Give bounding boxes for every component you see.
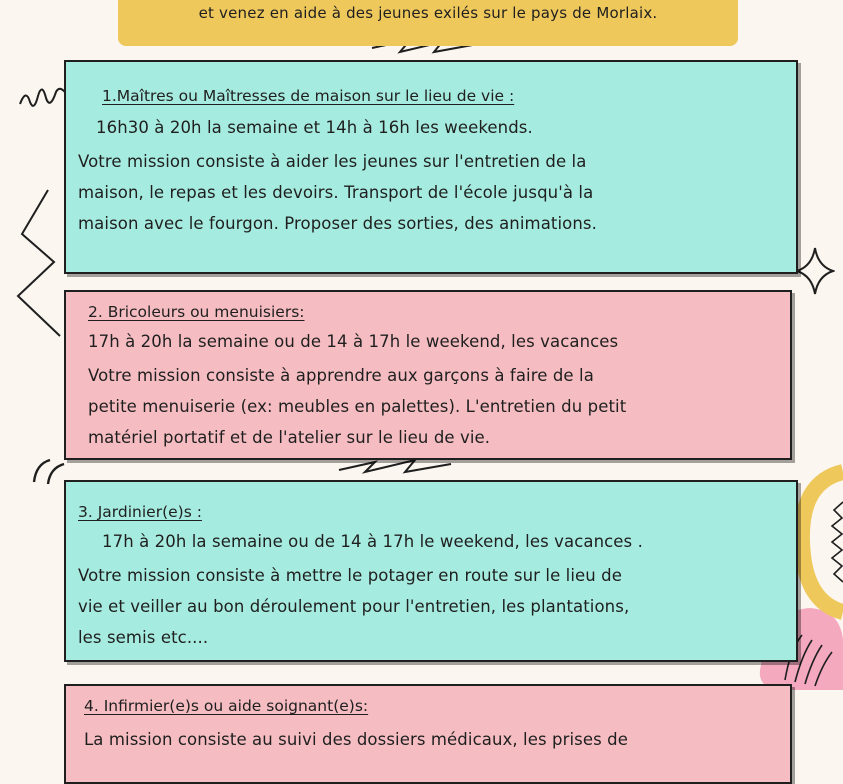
card-title: 4. Infirmier(e)s ou aide soignant(e)s: (84, 697, 369, 715)
mission-card-1 (64, 60, 798, 274)
card-body (78, 146, 780, 239)
body-line: les semis etc.... (78, 628, 209, 647)
mission-card-4 (64, 684, 792, 784)
body-line: maison, le repas et les devoirs. Transport de l'école jusqu'à la (78, 183, 594, 202)
body-line: maison avec le fourgon. Proposer des sorties, des animations. (78, 214, 597, 233)
header-banner (118, 0, 738, 46)
card-title: 2. Bricoleurs ou menuisiers: (88, 303, 305, 321)
body-line: vie et veiller au bon déroulement pour l'entretien, les plantations, (78, 597, 630, 616)
card-body (84, 724, 778, 755)
body-line: La mission consiste au suivi des dossiers médicaux, les prises de (84, 730, 628, 749)
card-body (88, 360, 778, 453)
card-title: 3. Jardinier(e)s : (78, 503, 202, 521)
body-line: Votre mission consiste à apprendre aux garçons à faire de la (88, 366, 594, 385)
body-line: petite menuiserie (ex: meubles en palettes). L'entretien du petit (88, 397, 627, 416)
body-line: matériel portatif et de l'atelier sur le lieu de vie. (88, 428, 491, 447)
body-line: Votre mission consiste à aider les jeunes sur l'entretien de la (78, 152, 587, 171)
card-schedule: 16h30 à 20h la semaine et 14h à 16h les weekends. (96, 118, 533, 137)
sparkle-icon (795, 246, 835, 296)
card-body (78, 560, 784, 653)
banner-text: et venez en aide à des jeunes exilés sur le pays de Morlaix. (198, 4, 658, 22)
card-schedule: 17h à 20h la semaine ou de 14 à 17h le weekend, les vacances (88, 332, 619, 351)
mission-card-3 (64, 480, 798, 662)
card-schedule: 17h à 20h la semaine ou de 14 à 17h le weekend, les vacances . (102, 532, 643, 551)
body-line: Votre mission consiste à mettre le potager en route sur le lieu de (78, 566, 623, 585)
card-title: 1.Maîtres ou Maîtresses de maison sur le lieu de vie : (102, 87, 515, 105)
zigzag-icon (8, 186, 68, 342)
mission-card-2 (64, 290, 792, 460)
